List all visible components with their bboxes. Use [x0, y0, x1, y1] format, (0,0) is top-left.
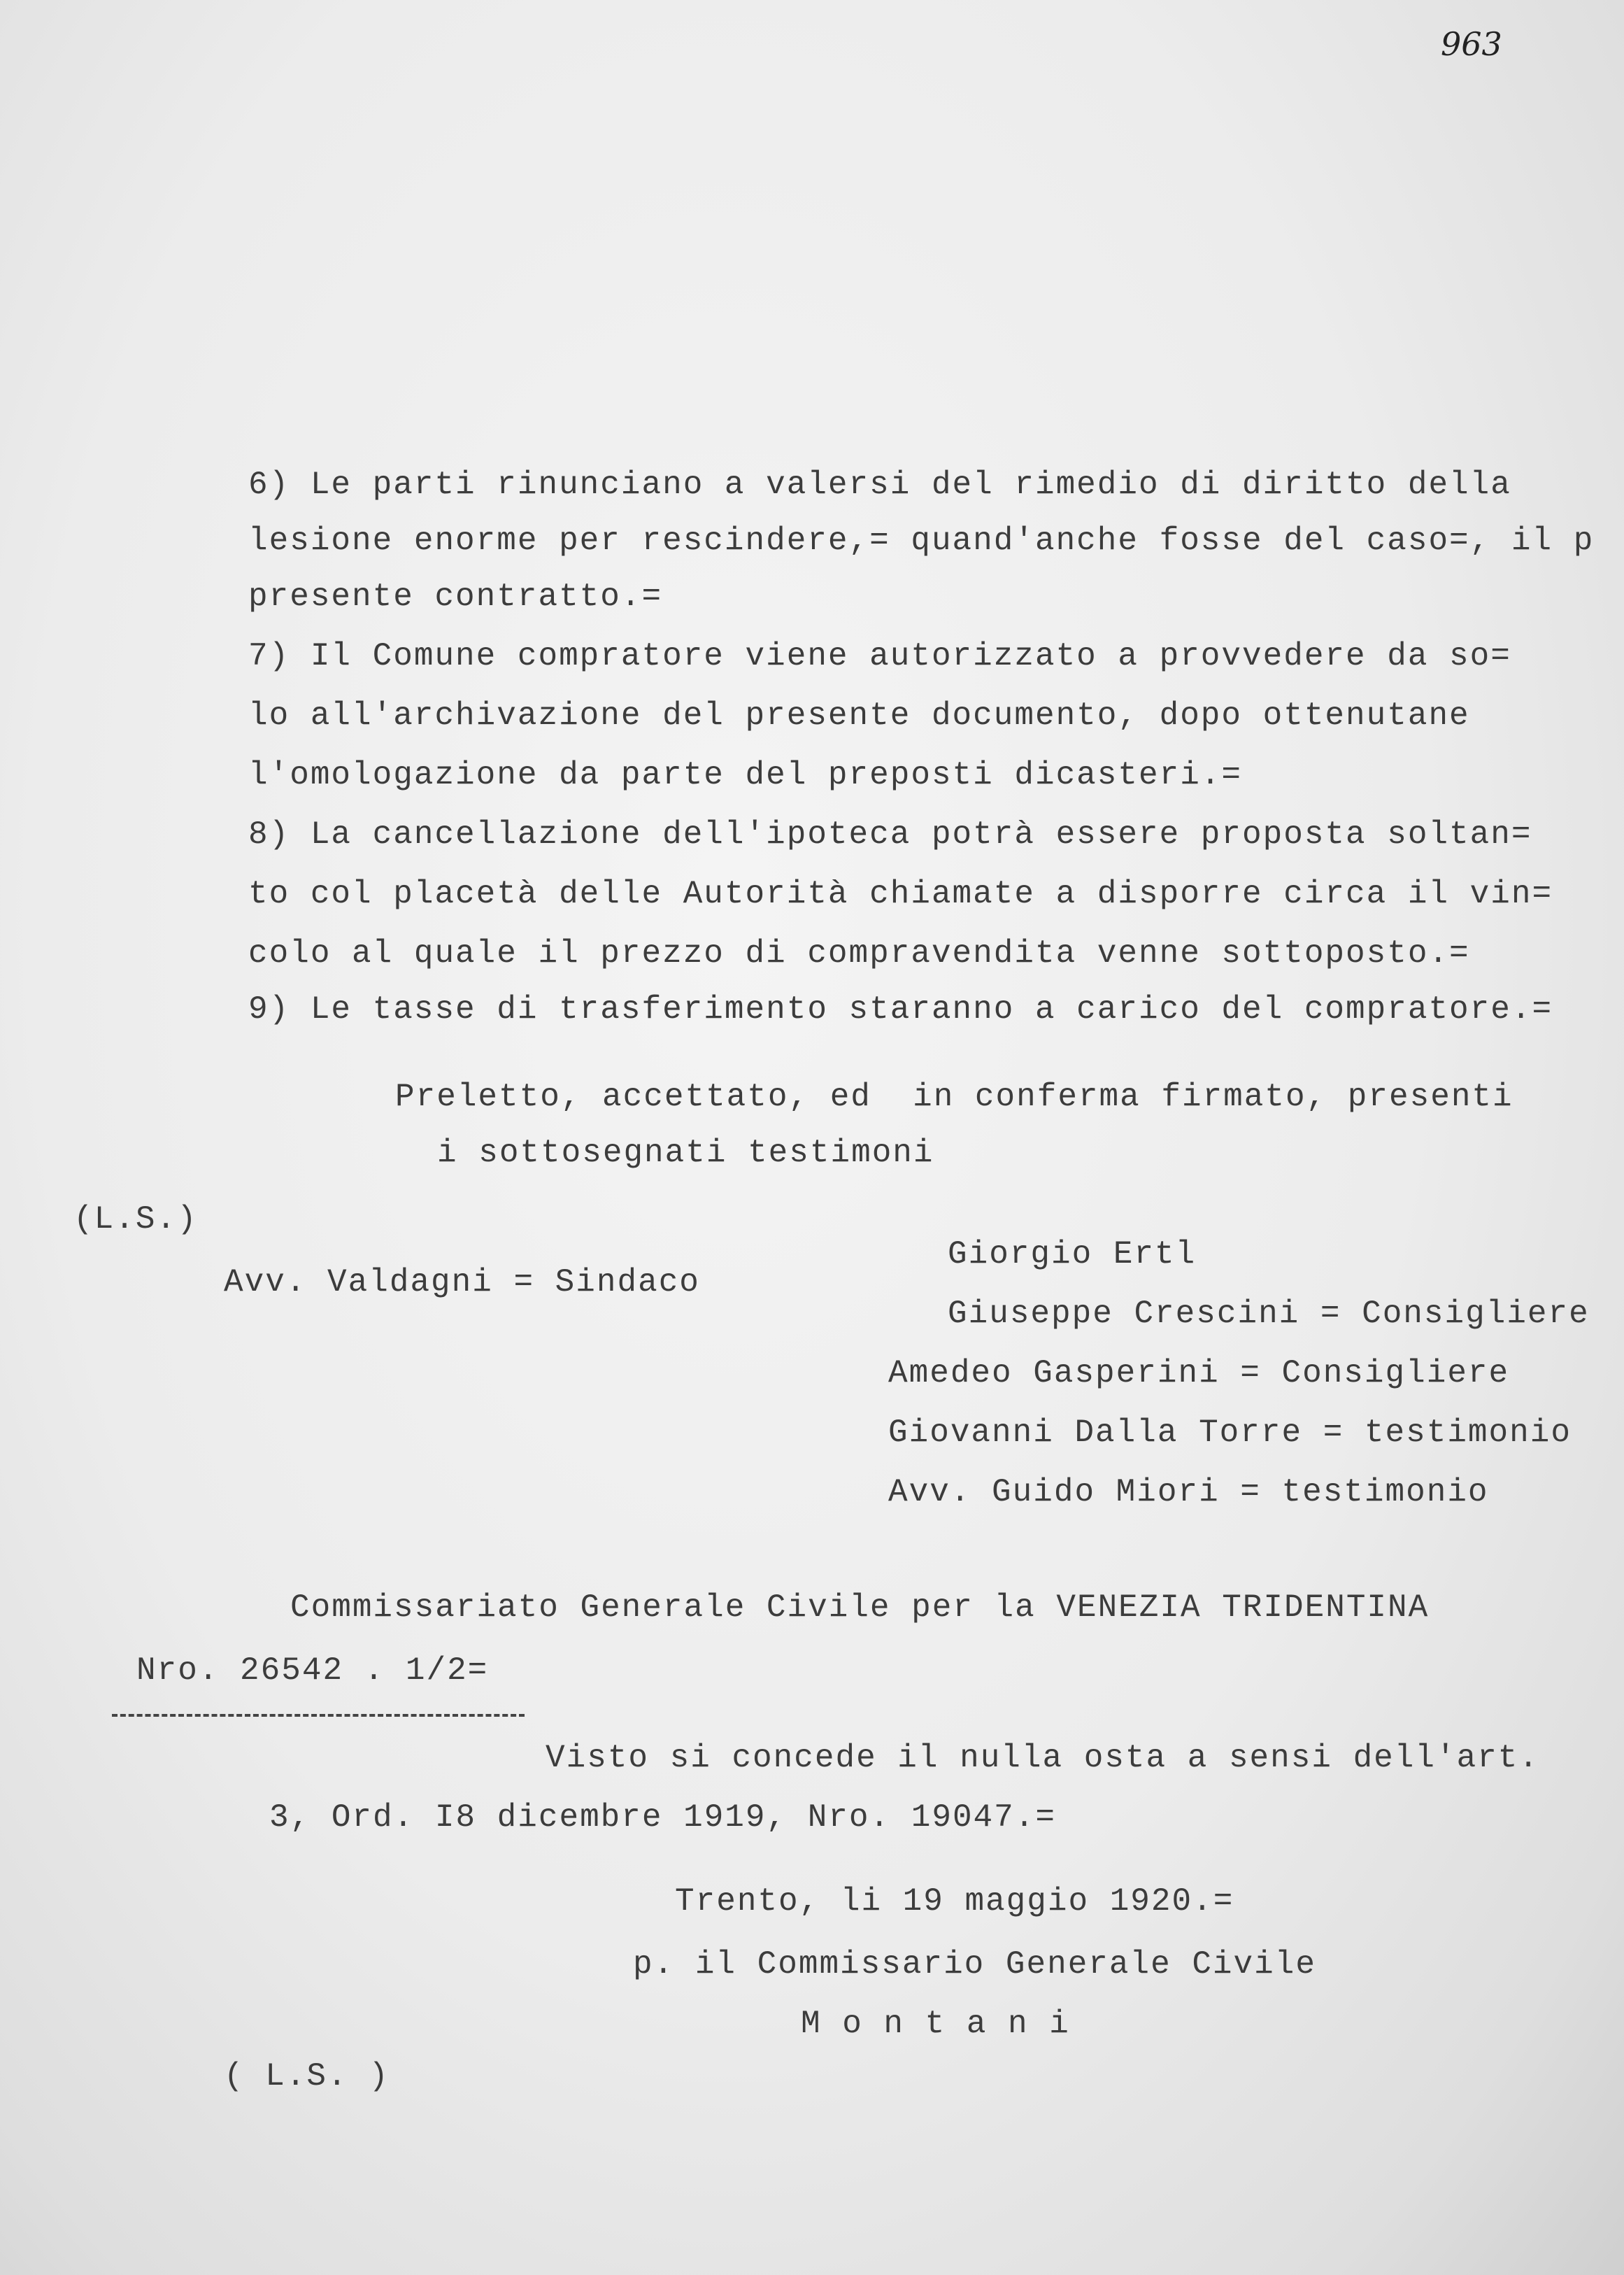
- signature-right-3: Amedeo Gasperini = Consigliere: [888, 1355, 1510, 1391]
- place-date: Trento, li 19 maggio 1920.=: [675, 1883, 1234, 1920]
- clause-7-line-1: 7) Il Comune compratore viene autorizzato a provvedere da so=: [248, 638, 1511, 674]
- signature-right-4: Giovanni Dalla Torre = testimonio: [888, 1415, 1572, 1451]
- signer-name: M o n t a n i: [801, 2006, 1070, 2042]
- seal-ls-bottom: ( L.S. ): [224, 2058, 390, 2095]
- clause-8-line-2: to col placetà delle Autorità chiamate a disporre circa il vin=: [248, 876, 1553, 912]
- closing-line-2: i sottosegnati testimoni: [437, 1135, 934, 1171]
- clause-6-line-3: presente contratto.=: [248, 579, 663, 615]
- clause-6-line-2: lesione enorme per rescindere,= quand'anche fosse del caso=, il p: [248, 523, 1595, 559]
- on-behalf-of: p. il Commissario Generale Civile: [633, 1946, 1316, 1983]
- signature-right-1: Giorgio Ertl: [948, 1236, 1197, 1273]
- protocol-number: Nro. 26542 . 1/2=: [136, 1652, 489, 1689]
- clause-8-line-3: colo al quale il prezzo di compravendita venne sottoposto.=: [248, 935, 1470, 972]
- clause-7-line-3: l'omologazione da parte del preposti dicasteri.=: [248, 757, 1243, 793]
- separator-rule: [112, 1714, 525, 1717]
- page-number: 963: [1441, 25, 1502, 63]
- clause-6-line-1: 6) Le parti rinunciano a valersi del rimedio di diritto della: [248, 467, 1511, 503]
- seal-ls: (L.S.): [73, 1201, 198, 1238]
- signature-right-5: Avv. Guido Miori = testimonio: [888, 1474, 1489, 1510]
- clause-8-line-1: 8) La cancellazione dell'ipoteca potrà essere proposta soltan=: [248, 816, 1532, 853]
- signature-mayor: Avv. Valdagni = Sindaco: [224, 1264, 700, 1300]
- clause-9-line-1: 9) Le tasse di trasferimento staranno a carico del compratore.=: [248, 991, 1553, 1028]
- closing-line-1: Preletto, accettato, ed in conferma firmato, presenti: [395, 1079, 1513, 1115]
- clause-7-line-2: lo all'archivazione del presente documento, dopo ottenutane: [248, 697, 1470, 734]
- visto-line-2: 3, Ord. I8 dicembre 1919, Nro. 19047.=: [269, 1799, 1056, 1836]
- signature-right-2: Giuseppe Crescini = Consigliere: [948, 1296, 1590, 1332]
- visto-line-1: Visto si concede il nulla osta a sensi dell'art.: [546, 1740, 1540, 1776]
- commissariato-header: Commissariato Generale Civile per la VENEZIA TRIDENTINA: [290, 1589, 1430, 1626]
